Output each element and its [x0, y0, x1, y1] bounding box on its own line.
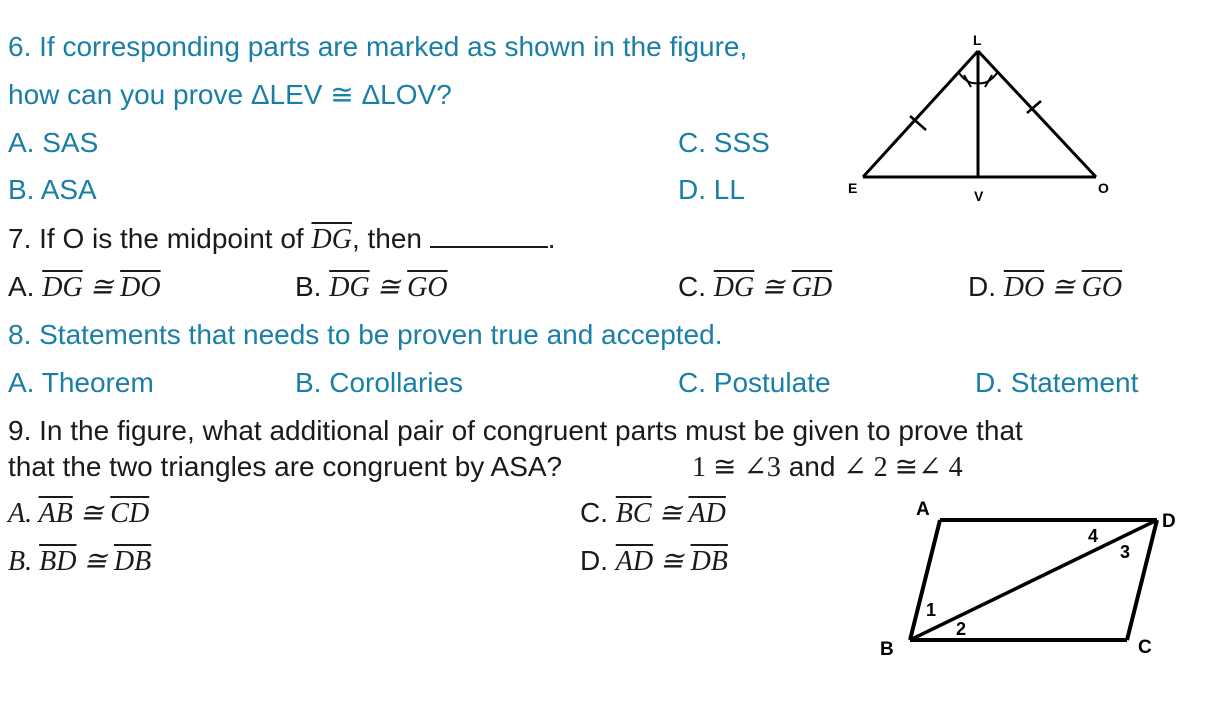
- q7-choice-c[interactable]: [678, 271, 832, 304]
- vertex-label-e: E: [848, 180, 858, 196]
- vertex-label-b: B: [880, 639, 894, 660]
- q6-text-line1: 6. If corresponding parts are marked as shown in the figure,: [8, 31, 748, 62]
- q6-choice-a[interactable]: A. SAS: [8, 127, 99, 158]
- given-angle-pair-2: ∠ 2 ≅∠ 4: [843, 452, 963, 483]
- segment-right: $\overline{GD}$: [791, 272, 833, 303]
- q9-choice-c[interactable]: [580, 497, 726, 530]
- segment-right: $\overline{GO}$: [407, 272, 448, 303]
- segment-left: $\overline{DG}$: [713, 272, 755, 303]
- vertex-label-d: D: [1162, 511, 1176, 532]
- q6-choice-c[interactable]: C. SSS: [678, 127, 770, 158]
- congruent-symbol: ≅: [76, 546, 114, 577]
- triangle-figure: [840, 25, 1130, 215]
- segment-right: $\overline{GO}$: [1081, 272, 1123, 303]
- vertex-label-l: L: [973, 32, 982, 48]
- choice-prefix: B.: [295, 271, 330, 302]
- q7-text-a: 7. If O is the midpoint of: [8, 223, 312, 254]
- q9-text-line2: that the two triangles are congruent by ASA?: [8, 451, 563, 482]
- vertex-label-v: V: [974, 188, 984, 204]
- vertex-label-c: C: [1138, 637, 1152, 658]
- congruent-symbol: ≅: [82, 272, 121, 303]
- segment-left: $\overline{BC}$: [615, 498, 652, 529]
- q6-text-line2: how can you prove ΔLEV ≅ ΔLOV?: [8, 79, 452, 110]
- segment-left: $\overline{BD}$: [39, 546, 77, 577]
- angle-label-1: 1: [926, 600, 937, 620]
- segment-right: $\overline{DB}$: [690, 546, 728, 577]
- given-angle-pair-1: 1 ≅ ∠3: [692, 452, 781, 483]
- q8-text: 8. Statements that needs to be proven true and accepted.: [8, 319, 723, 350]
- angle-tick-right: [985, 75, 992, 87]
- angle-label-2: 2: [956, 619, 967, 639]
- segment-left: $\overline{DO}$: [1003, 272, 1045, 303]
- congruent-symbol: ≅: [651, 498, 689, 529]
- q8-choice-b[interactable]: B. Corollaries: [295, 367, 464, 398]
- choice-prefix: D.: [580, 545, 616, 576]
- congruent-symbol: ≅: [1044, 272, 1082, 303]
- q7-segment: $\overline{DG}$: [311, 224, 352, 255]
- angle-tick-left: [964, 75, 971, 87]
- choice-prefix: C.: [580, 497, 616, 528]
- q8-choice-d[interactable]: D. Statement: [975, 367, 1139, 398]
- vertex-label-o: O: [1098, 180, 1109, 196]
- segment-right: $\overline{DB}$: [113, 546, 152, 577]
- side-le: [863, 51, 978, 177]
- q9-given: [692, 451, 963, 484]
- side-dc: [1127, 520, 1157, 640]
- parallelogram-figure: [870, 495, 1205, 665]
- congruent-symbol: ≅: [72, 498, 111, 529]
- q6-choice-d[interactable]: D. LL: [678, 174, 745, 205]
- q7-text-b: , then: [351, 223, 430, 254]
- side-ab: [910, 520, 940, 640]
- choice-prefix: B.: [8, 546, 40, 577]
- congruent-symbol: ≅: [754, 272, 792, 303]
- side-lo: [978, 51, 1096, 177]
- vertex-label-a: A: [916, 499, 930, 520]
- congruent-symbol: ≅: [653, 546, 691, 577]
- q8-choice-c[interactable]: C. Postulate: [678, 367, 831, 398]
- q7-choice-a[interactable]: [8, 271, 161, 304]
- q7-choice-d[interactable]: [968, 271, 1122, 304]
- choice-prefix: C.: [678, 271, 714, 302]
- segment-left: $\overline{DG}$: [42, 272, 83, 303]
- q9-text-line1: 9. In the figure, what additional pair of congruent parts must be given to prove that: [8, 415, 1023, 446]
- q9-choice-a[interactable]: [8, 497, 149, 530]
- q7-choice-b[interactable]: [295, 271, 448, 304]
- q6-choice-b[interactable]: B. ASA: [8, 174, 97, 205]
- angle-label-3: 3: [1120, 542, 1131, 562]
- q9-choice-d[interactable]: [580, 545, 728, 578]
- choice-prefix: A.: [8, 271, 43, 302]
- segment-right: $\overline{CD}$: [110, 498, 150, 529]
- q7-text-c: .: [547, 223, 556, 254]
- given-and: and: [788, 451, 836, 482]
- segment-right: $\overline{DO}$: [120, 272, 161, 303]
- q7-answer-blank[interactable]: [430, 224, 548, 248]
- segment-left: $\overline{DG}$: [329, 272, 370, 303]
- segment-left: $\overline{AB}$: [38, 498, 73, 529]
- segment-right: $\overline{AD}$: [688, 498, 726, 529]
- congruent-symbol: ≅: [369, 272, 408, 303]
- q9-choice-b[interactable]: [8, 545, 151, 578]
- segment-left: $\overline{AD}$: [615, 546, 654, 577]
- diagonal-bd: [910, 520, 1157, 640]
- q8-choice-a[interactable]: A. Theorem: [8, 367, 154, 398]
- choice-prefix: D.: [968, 271, 1004, 302]
- q7-text: [8, 223, 556, 256]
- angle-label-4: 4: [1088, 526, 1099, 546]
- choice-prefix: A.: [8, 498, 39, 529]
